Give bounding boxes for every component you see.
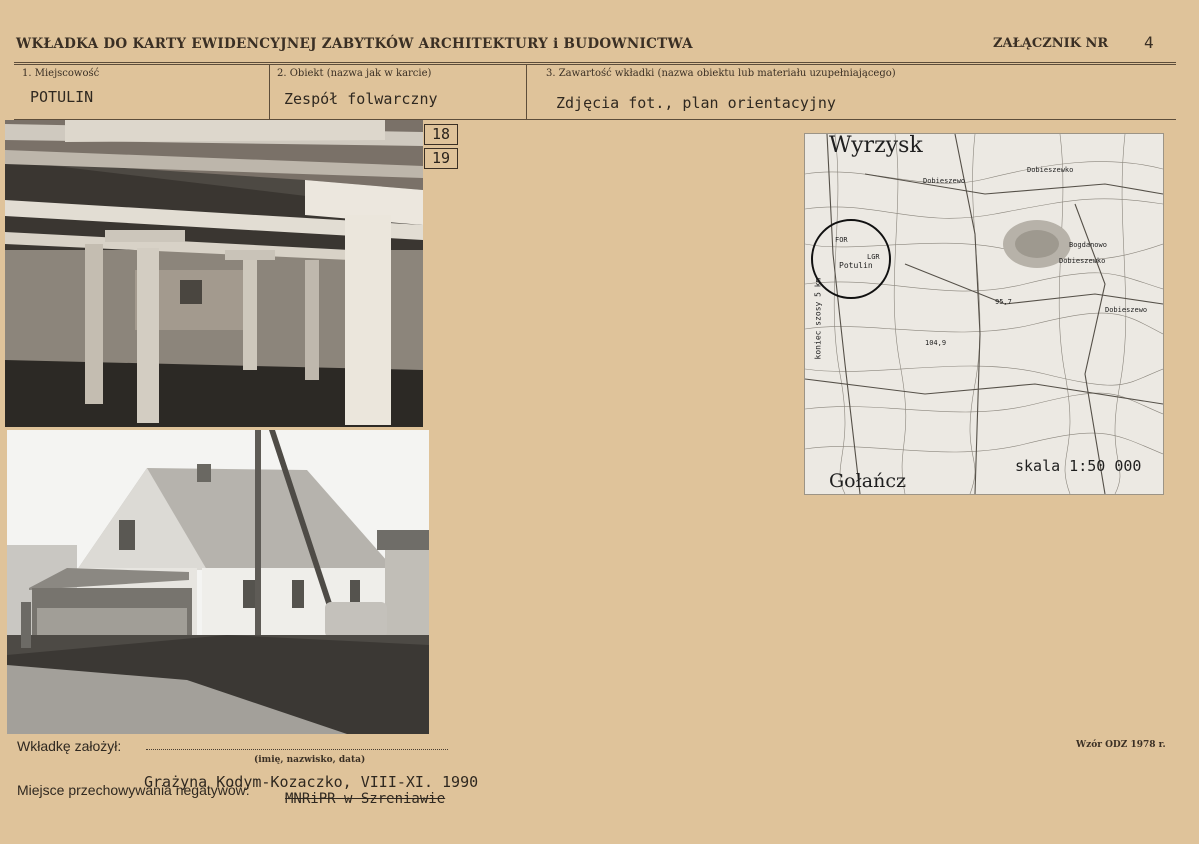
field-object-label: 2. Obiekt (nazwa jak w karcie)	[277, 68, 432, 79]
photo-number-19: 19	[424, 148, 458, 169]
map-place-3: Dobieszewko	[1059, 257, 1106, 265]
map-scale: skala 1:50 000	[1015, 457, 1142, 475]
form-title: WKŁADKA DO KARTY EWIDENCYJNEJ ZABYTKÓW ARCHITEKTURY i BUDOWNICTWA	[16, 36, 693, 52]
orientation-map	[804, 133, 1164, 495]
map-label-wyrzysk: Wyrzysk	[829, 133, 923, 158]
map-place-8: FOR	[835, 236, 848, 244]
form-code: Wzór ODZ 1978 r.	[1076, 740, 1166, 750]
created-by-label: Wkładkę założył:	[17, 738, 122, 754]
field-object-value: Zespół folwarczny	[284, 90, 438, 108]
map-place-9: Dobieszewo	[1105, 306, 1148, 314]
field-location-label: 1. Miejscowość	[22, 68, 100, 79]
map-place-1: Dobieszewo	[923, 177, 966, 185]
photo-house	[7, 430, 429, 734]
created-by-value: Grażyna Kodym-Kozaczko, VIII-XI. 1990	[144, 773, 479, 791]
annex-number: 4	[1144, 33, 1154, 52]
created-by-line	[146, 749, 448, 750]
header-rule-top	[14, 62, 1176, 63]
map-side-text: koniec szosy 5 km	[813, 277, 823, 360]
photo-barn-interior	[5, 120, 423, 427]
field-contents-value: Zdjęcia fot., plan orientacyjny	[556, 94, 836, 112]
field-contents-label: 3. Zawartość wkładki (nazwa obiektu lub materiału uzupełniającego)	[546, 68, 896, 79]
photo-number-18: 18	[424, 124, 458, 145]
field-divider-2	[526, 65, 527, 119]
negatives-value: MNRiPR w Szreniawie	[285, 791, 446, 807]
map-topography	[805, 134, 1163, 494]
annex-label: ZAŁĄCZNIK NR	[993, 36, 1109, 51]
map-label-golancz: Gołańcz	[829, 470, 906, 492]
map-place-4: Bogdanowo	[1069, 241, 1107, 249]
map-place-2: Dobieszewko	[1027, 166, 1074, 174]
map-place-6: 95,7	[995, 298, 1012, 306]
map-place-5: 104,9	[925, 339, 947, 347]
header-rule-top-2	[14, 64, 1176, 65]
map-place-7: LGR	[867, 253, 880, 261]
created-by-hint: (imię, nazwisko, data)	[254, 755, 366, 765]
field-location-value: POTULIN	[30, 88, 94, 106]
negatives-label: Miejsce przechowywania negatywów:	[17, 782, 250, 798]
field-divider-1	[269, 65, 270, 119]
map-label-potulin: Potulin	[839, 261, 873, 270]
